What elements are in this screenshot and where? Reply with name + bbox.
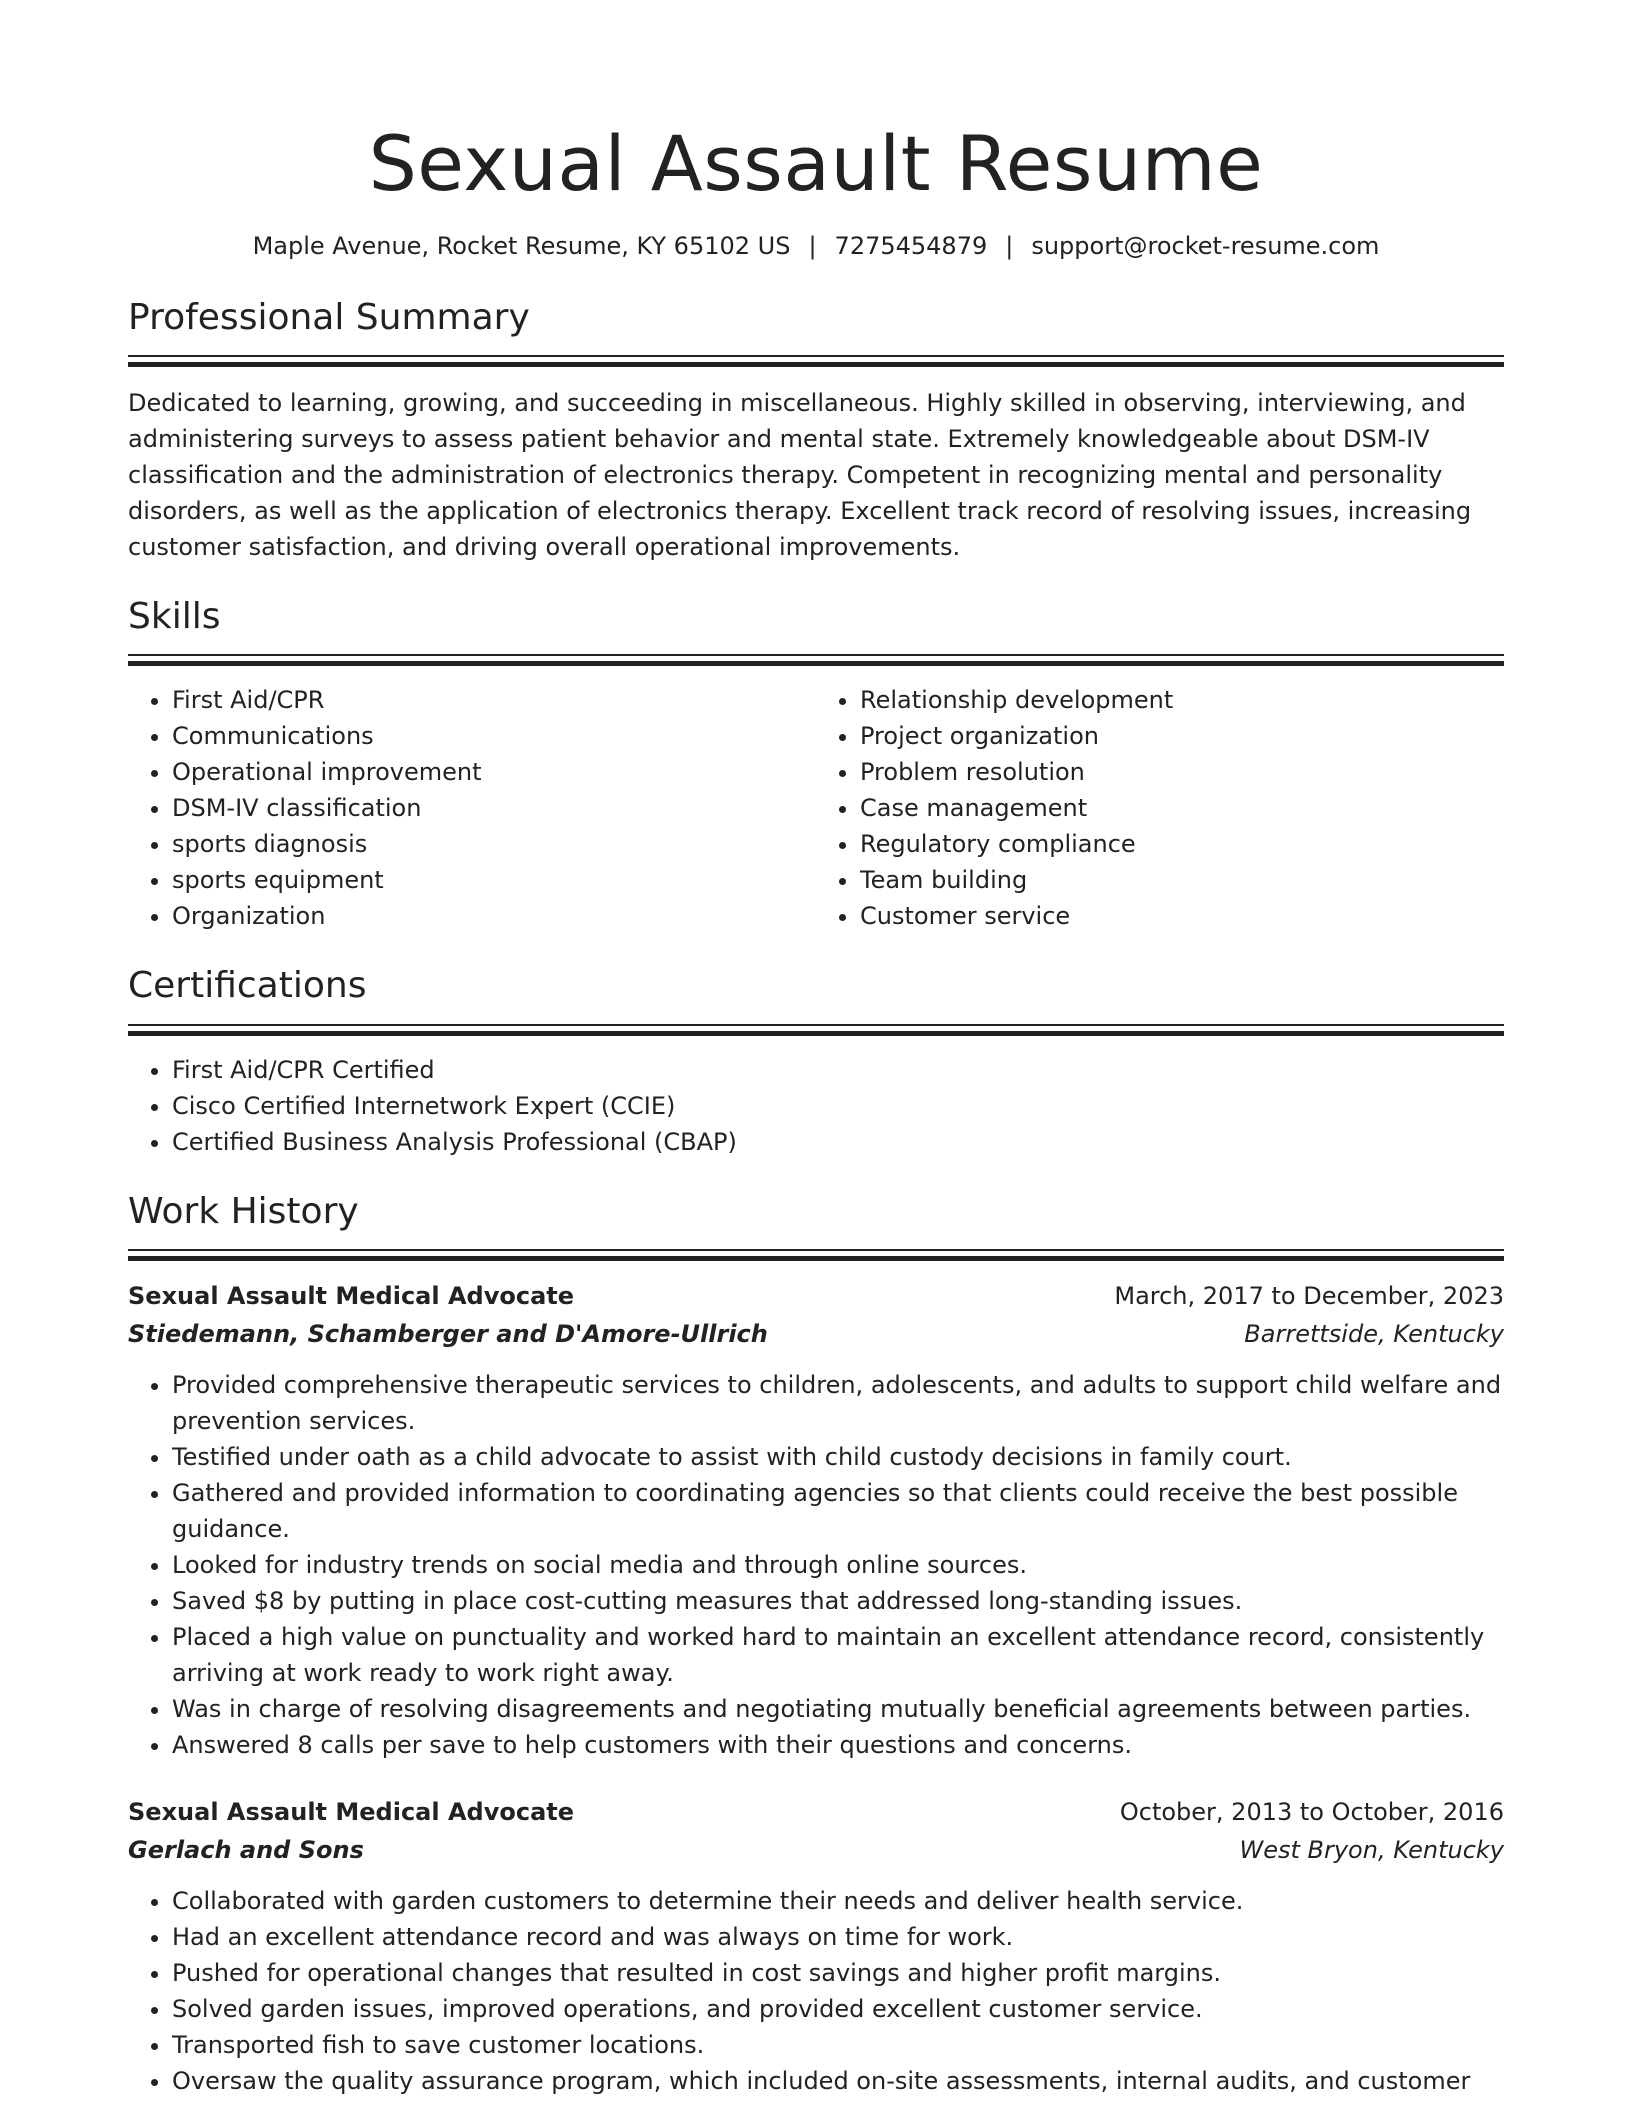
skills-column-right	[816, 682, 1504, 934]
job-dates: October, 2013 to October, 2016	[1119, 1797, 1504, 1826]
skill-item: • First Aid/CPR	[172, 682, 816, 718]
job-location: Barrettside, Kentucky	[1244, 1319, 1504, 1348]
section-title-summary: Professional Summary	[128, 297, 530, 338]
job-bullet: • Pushed for operational changes that resulted in cost savings and higher profit margins.	[172, 1955, 1504, 1991]
job-title: Sexual Assault Medical Advocate	[128, 1281, 575, 1310]
skill-item: • sports equipment	[172, 862, 816, 898]
section-title-work-history: Work History	[128, 1190, 359, 1232]
contact-address: Maple Avenue, Rocket Resume, KY 65102 US	[252, 232, 791, 260]
job-bullet: • Transported fish to save customer locations.	[172, 2027, 1504, 2063]
job-title: Sexual Assault Medical Advocate	[128, 1797, 575, 1826]
job-bullet: • Gathered and provided information to coordinating agencies so that clients could receive the best possible guidance.	[172, 1475, 1504, 1547]
job-entry	[128, 1793, 1504, 2099]
certification-item: • Cisco Certified Internetwork Expert (CCIE)	[172, 1088, 1504, 1124]
resume-title: Sexual Assault Resume	[368, 119, 1264, 208]
job-bullet: • Collaborated with garden customers to determine their needs and deliver health service.	[172, 1883, 1504, 1919]
skill-item: • Regulatory compliance	[860, 826, 1504, 862]
work-history-section	[128, 1190, 1504, 2099]
job-bullet: • Placed a high value on punctuality and worked hard to maintain an excellent attendance record, consistently arriving at work ready to work right away.	[172, 1619, 1504, 1691]
skills-section	[128, 595, 1504, 934]
job-entry	[128, 1277, 1504, 1763]
section-divider	[128, 1024, 1504, 1038]
skill-item: • sports diagnosis	[172, 826, 816, 862]
skill-item: • Customer service	[860, 898, 1504, 934]
contact-separator: |	[1005, 232, 1014, 260]
skill-item: • Case management	[860, 790, 1504, 826]
job-bullet: • Had an excellent attendance record and was always on time for work.	[172, 1919, 1504, 1955]
job-location: West Bryon, Kentucky	[1239, 1835, 1504, 1864]
job-company-row	[128, 1315, 1504, 1353]
job-header-row	[128, 1277, 1504, 1315]
certifications-section	[128, 964, 1504, 1159]
job-bullet: • Answered 8 calls per save to help customers with their questions and concerns.	[172, 1727, 1504, 1763]
job-company: Gerlach and Sons	[128, 1835, 364, 1864]
job-bullet: • Was in charge of resolving disagreements and negotiating mutually beneficial agreements between parties.	[172, 1691, 1504, 1727]
skill-item: • Operational improvement	[172, 754, 816, 790]
section-divider	[128, 1249, 1504, 1263]
skill-item: • Relationship development	[860, 682, 1504, 718]
skill-item: • Organization	[172, 898, 816, 934]
job-bullet: • Solved garden issues, improved operations, and provided excellent customer service.	[172, 1991, 1504, 2027]
contact-line	[128, 232, 1504, 260]
job-bullet: • Looked for industry trends on social media and through online sources.	[172, 1547, 1504, 1583]
skill-item: • Team building	[860, 862, 1504, 898]
skill-item: • Problem resolution	[860, 754, 1504, 790]
job-company: Stiedemann, Schamberger and D'Amore-Ullrich	[128, 1319, 768, 1348]
section-title-skills: Skills	[128, 596, 221, 638]
section-divider	[128, 355, 1504, 369]
contact-separator: |	[808, 232, 817, 260]
job-header-row	[128, 1793, 1504, 1831]
section-divider	[128, 654, 1504, 668]
job-dates: March, 2017 to December, 2023	[1114, 1281, 1504, 1310]
skill-item: • DSM-IV classification	[172, 790, 816, 826]
skills-column-left	[128, 682, 816, 934]
contact-email[interactable]: support@rocket-resume.com	[1031, 232, 1380, 260]
job-bullet: • Saved $8 by putting in place cost-cutting measures that addressed long-standing issues.	[172, 1583, 1504, 1619]
summary-section	[128, 296, 1504, 565]
contact-phone: 7275454879	[834, 232, 988, 260]
certification-item: • First Aid/CPR Certified	[172, 1052, 1504, 1088]
summary-text: Dedicated to learning, growing, and succeeding in miscellaneous. Highly skilled in observing, interviewing, and administering surveys to assess patient behavior and mental state. Extremely knowledgeable about DSM-IV classification and the administration of electronics therapy. Competent in recognizing mental and personality disorders, as well as the application of electronics therapy. Excellent track record of resolving issues, increasing customer satisfaction, and driving overall operational improvements.	[128, 389, 1472, 562]
skill-item: • Project organization	[860, 718, 1504, 754]
certification-item: • Certified Business Analysis Professional (CBAP)	[172, 1124, 1504, 1160]
skills-columns	[128, 682, 1504, 934]
job-bullet: • Provided comprehensive therapeutic services to children, adolescents, and adults to support child welfare and prevention services.	[172, 1367, 1504, 1439]
job-bullet: • Testified under oath as a child advocate to assist with child custody decisions in family court.	[172, 1439, 1504, 1475]
skill-item: • Communications	[172, 718, 816, 754]
section-title-certifications: Certifications	[128, 965, 367, 1007]
job-bullet: • Oversaw the quality assurance program, which included on-site assessments, internal audits, and customer	[172, 2063, 1504, 2099]
job-company-row	[128, 1831, 1504, 1869]
